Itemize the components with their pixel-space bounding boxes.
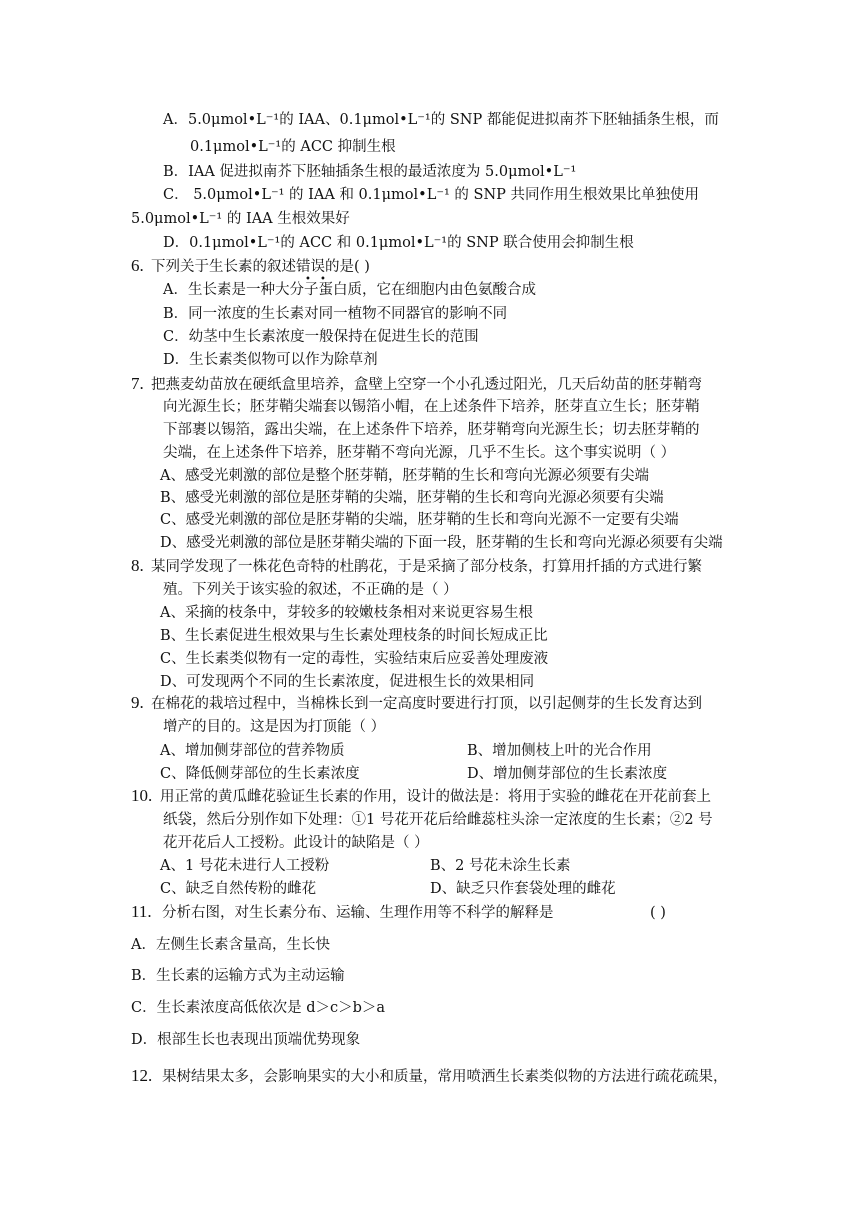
q12-stem: 果树结果太多，会影响果实的大小和质量，常用喷洒生长素类似物的方法进行疏花疏果，	[162, 1069, 728, 1085]
q9-stem-line1: 在棉花的栽培过程中，当棉株长到一定高度时要进行打顶，以引起侧芽的生长发育达到	[151, 696, 702, 712]
q8-option-b: B、生长素促进生根效果与生长素处理枝条的时间长短成正比	[160, 628, 548, 644]
q11-number: 11.	[131, 902, 152, 921]
q5-option-b: B．IAA 促进拟南芥下胚轴插条生根的最适浓度为 5.0μmol•L⁻¹	[163, 164, 577, 180]
q10-option-d: D、缺乏只作套袋处理的雌花	[430, 881, 616, 897]
q10-option-a: A、1 号花未进行人工授粉	[160, 858, 330, 874]
q5-option-a-line2: 0.1μmol•L⁻¹的 ACC 抑制生根	[190, 139, 396, 155]
q8-option-c: C、生长素类似物有一定的毒性，实验结束后应妥善处理废液	[160, 651, 549, 667]
q10-number: 10.	[131, 786, 153, 805]
q6-option-d: D．生长素类似物可以作为除草剂	[163, 352, 378, 368]
q5-option-c-line1: C． 5.0μmol•L⁻¹ 的 IAA 和 0.1μmol•L⁻¹ 的 SNP 共同作用生根效果比单独使用	[163, 187, 700, 203]
q11-option-c: C．生长素浓度高低依次是 d＞c＞b＞a	[131, 1000, 386, 1016]
q7-option-a: A、感受光刺激的部位是整个胚芽鞘，胚芽鞘的生长和弯向光源必须要有尖端	[160, 468, 649, 484]
q7-option-b: B、感受光刺激的部位是胚芽鞘的尖端，胚芽鞘的生长和弯向光源必须要有尖端	[160, 490, 664, 506]
q9-number: 9.	[131, 693, 144, 712]
q6-option-c: C．幼茎中生长素浓度一般保持在促进生长的范围	[163, 329, 479, 345]
q10-stem-line2: 纸袋，然后分别作如下处理：①1 号花开花后给雌蕊柱头涂一定浓度的生长素；②2 号	[163, 812, 713, 828]
q7-stem-line4: 尖端，在上述条件下培养，胚芽鞘不弯向光源，几乎不生长。这个事实说明（ ）	[163, 445, 676, 461]
q11-option-b: B．生长素的运输方式为主动运输	[131, 968, 345, 984]
q6-number: 6.	[131, 256, 144, 275]
q5-option-a-line1: A．5.0μmol•L⁻¹的 IAA、0.1μmol•L⁻¹的 SNP 都能促进拟南芥下胚轴插条生根，而	[163, 112, 719, 128]
emphasis-dot: •	[320, 274, 326, 285]
q10-stem-line3: 花开花后人工授粉。此设计的缺陷是（ ）	[163, 835, 429, 851]
q9-option-b: B、增加侧枝上叶的光合作用	[467, 743, 652, 759]
q11-stem: 分析右图，对生长素分布、运输、生理作用等不科学的解释是	[162, 905, 554, 921]
q7-number: 7.	[131, 374, 144, 393]
q12-number: 12.	[131, 1066, 153, 1085]
q11-option-d: D．根部生长也表现出顶端优势现象	[131, 1032, 361, 1048]
q7-stem-line1: 把燕麦幼苗放在硬纸盒里培养，盒壁上空穿一个小孔透过阳光，几天后幼苗的胚芽鞘弯	[151, 377, 702, 393]
q5-option-d: D．0.1μmol•L⁻¹的 ACC 和 0.1μmol•L⁻¹的 SNP 联合使用会抑制生根	[163, 235, 634, 251]
q10-option-b: B、2 号花未涂生长素	[430, 858, 571, 874]
emphasis-dot: •	[305, 274, 311, 285]
q9-stem-line2: 增产的目的。这是因为打顶能（ ）	[163, 719, 386, 735]
q9-option-a: A、增加侧芽部位的营养物质	[160, 743, 345, 759]
q6-stem: 下列关于生长素的叙述错误的是( )	[151, 259, 370, 275]
q9-option-c: C、降低侧芽部位的生长素浓度	[160, 766, 360, 782]
q8-number: 8.	[131, 556, 144, 575]
q11-answer-paren: ( )	[650, 905, 666, 921]
q10-option-c: C、缺乏自然传粉的雌花	[160, 881, 317, 897]
q9-option-d: D、增加侧芽部位的生长素浓度	[467, 766, 668, 782]
q10-stem-line1: 用正常的黄瓜雌花验证生长素的作用，设计的做法是：将用于实验的雌花在开花前套上	[160, 789, 711, 805]
q7-option-c: C、感受光刺激的部位是胚芽鞘的尖端，胚芽鞘的生长和弯向光源不一定要有尖端	[160, 512, 679, 528]
q8-stem-line2: 殖。下列关于该实验的叙述，不正确的是（ ）	[163, 582, 458, 598]
q11-option-a: A．左侧生长素含量高，生长快	[131, 937, 330, 953]
q7-option-d: D、感受光刺激的部位是胚芽鞘尖端的下面一段，胚芽鞘的生长和弯向光源必须要有尖端	[160, 535, 723, 551]
q7-stem-line2: 向光源生长；胚芽鞘尖端套以锡箔小帽，在上述条件下培养，胚芽直立生长；胚芽鞘	[163, 399, 700, 415]
q7-stem-line3: 下部裹以锡箔，露出尖端，在上述条件下培养，胚芽鞘弯向光源生长；切去胚芽鞘的	[163, 422, 700, 438]
q6-option-a: A．生长素是一种大分子蛋白质，它在细胞内由色氨酸合成	[163, 282, 536, 298]
q8-option-a: A、采摘的枝条中，芽较多的较嫩枝条相对来说更容易生根	[160, 605, 533, 621]
q8-stem-line1: 某同学发现了一株花色奇特的杜鹃花，于是采摘了部分枝条，打算用扦插的方式进行繁	[151, 559, 702, 575]
q6-option-b: B．同一浓度的生长素对同一植物不同器官的影响不同	[163, 306, 508, 322]
q5-option-c-line2: 5.0μmol•L⁻¹ 的 IAA 生根效果好	[131, 211, 350, 227]
q8-option-d: D、可发现两个不同的生长素浓度，促进根生长的效果相同	[160, 674, 535, 690]
